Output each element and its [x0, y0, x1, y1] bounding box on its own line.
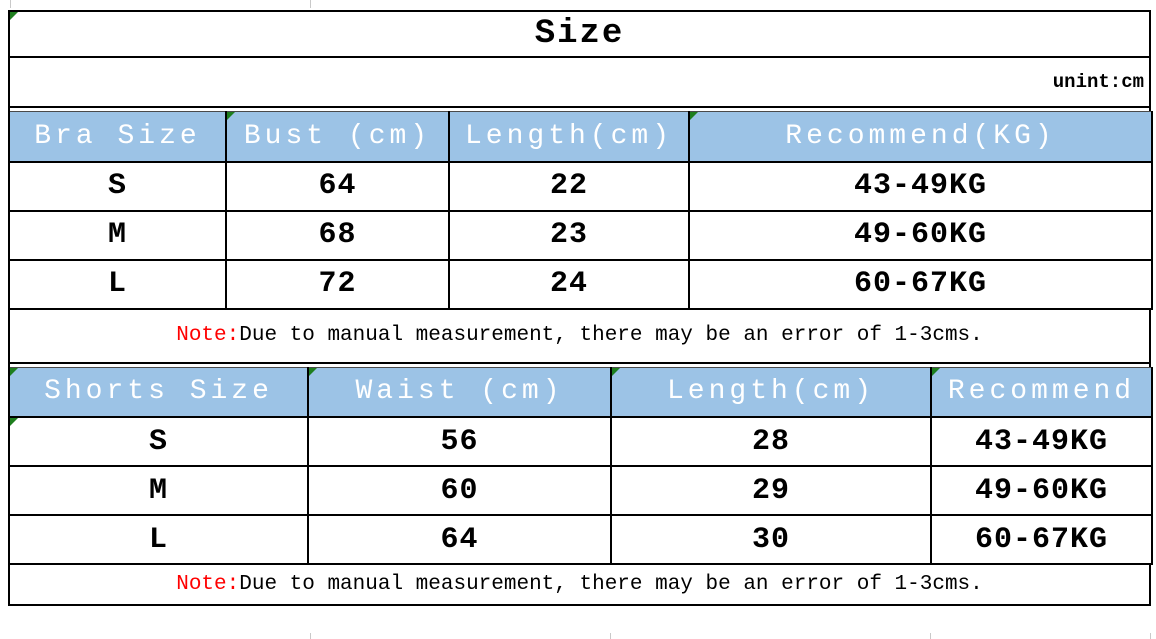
note-prefix: Note:: [176, 324, 240, 347]
gridline-bottom-c: [930, 633, 931, 639]
note-text: Due to manual measurement, there may be an error of 1-3cms.: [239, 324, 983, 347]
bra-size-table: [8, 111, 1153, 310]
gridline-bottom-b: [610, 633, 611, 639]
cell-bust: 64: [226, 162, 449, 211]
header-cell-length: Length(cm): [449, 112, 689, 162]
cell-corner-indicator-icon: [227, 112, 235, 120]
cell-corner-indicator-icon: [10, 368, 18, 376]
table-row: [9, 466, 1152, 515]
cell-corner-indicator-icon: [690, 112, 698, 120]
cell-size: [9, 417, 308, 466]
header-label: Length(cm): [666, 376, 876, 408]
sheet-body: [8, 10, 1151, 606]
bra-table-header-row: [9, 112, 1152, 162]
cell-bust: 72: [226, 260, 449, 309]
header-cell-bust: [226, 112, 449, 162]
cell-size: M: [9, 466, 308, 515]
cell-length: 29: [611, 466, 931, 515]
header-cell-recommend: [689, 112, 1152, 162]
cell-size: L: [9, 515, 308, 564]
header-label: Recommend(KG): [785, 120, 1056, 152]
shorts-table-header-row: [9, 367, 1152, 417]
cell-recommend: 49-60KG: [931, 466, 1152, 515]
gridline-top-b: [310, 0, 311, 8]
cell-size: M: [9, 211, 226, 260]
header-label: Recommend: [947, 376, 1136, 408]
header-label: Shorts Size: [44, 376, 273, 408]
gridline-bottom-d: [1150, 633, 1151, 639]
cell-corner-indicator-icon: [10, 12, 18, 20]
cell-recommend: 43-49KG: [689, 162, 1152, 211]
cell-recommend: 49-60KG: [689, 211, 1152, 260]
table-row: [9, 260, 1152, 309]
cell-corner-indicator-icon: [932, 368, 940, 376]
title-row: [8, 10, 1151, 58]
table-row: [9, 515, 1152, 564]
cell-size: S: [9, 162, 226, 211]
table-row: [9, 211, 1152, 260]
header-cell-shorts-size: [9, 367, 308, 417]
cell-value: S: [148, 424, 168, 459]
cell-length: 24: [449, 260, 689, 309]
note-text: Due to manual measurement, there may be an error of 1-3cms.: [239, 573, 983, 596]
unit-row: [8, 58, 1151, 108]
header-cell-bra-size: Bra Size: [9, 112, 226, 162]
gridline-top-a: [10, 0, 11, 8]
cell-corner-indicator-icon: [612, 368, 620, 376]
unit-label: unint:cm: [1052, 71, 1144, 93]
cell-recommend: 60-67KG: [931, 515, 1152, 564]
cell-corner-indicator-icon: [10, 418, 18, 426]
cell-length: 30: [611, 515, 931, 564]
table-row: [9, 162, 1152, 211]
cell-length: 23: [449, 211, 689, 260]
cell-bust: 68: [226, 211, 449, 260]
note-prefix: Note:: [176, 573, 240, 596]
header-label: Bust (cm): [243, 120, 432, 152]
header-cell-recommend: [931, 367, 1152, 417]
cell-waist: 64: [308, 515, 611, 564]
cell-length: 28: [611, 417, 931, 466]
cell-recommend: 43-49KG: [931, 417, 1152, 466]
cell-size: L: [9, 260, 226, 309]
note-row: [8, 565, 1151, 606]
note-row: [8, 310, 1151, 364]
header-cell-length: [611, 367, 931, 417]
cell-waist: 56: [308, 417, 611, 466]
cell-length: 22: [449, 162, 689, 211]
header-cell-waist: [308, 367, 611, 417]
cell-recommend: 60-67KG: [689, 260, 1152, 309]
gridline-bottom-a: [310, 633, 311, 639]
table-row: [9, 417, 1152, 466]
page-title: Size: [534, 15, 625, 53]
shorts-size-table: [8, 367, 1153, 566]
cell-waist: 60: [308, 466, 611, 515]
cell-corner-indicator-icon: [309, 368, 317, 376]
header-label: Waist (cm): [355, 376, 564, 408]
